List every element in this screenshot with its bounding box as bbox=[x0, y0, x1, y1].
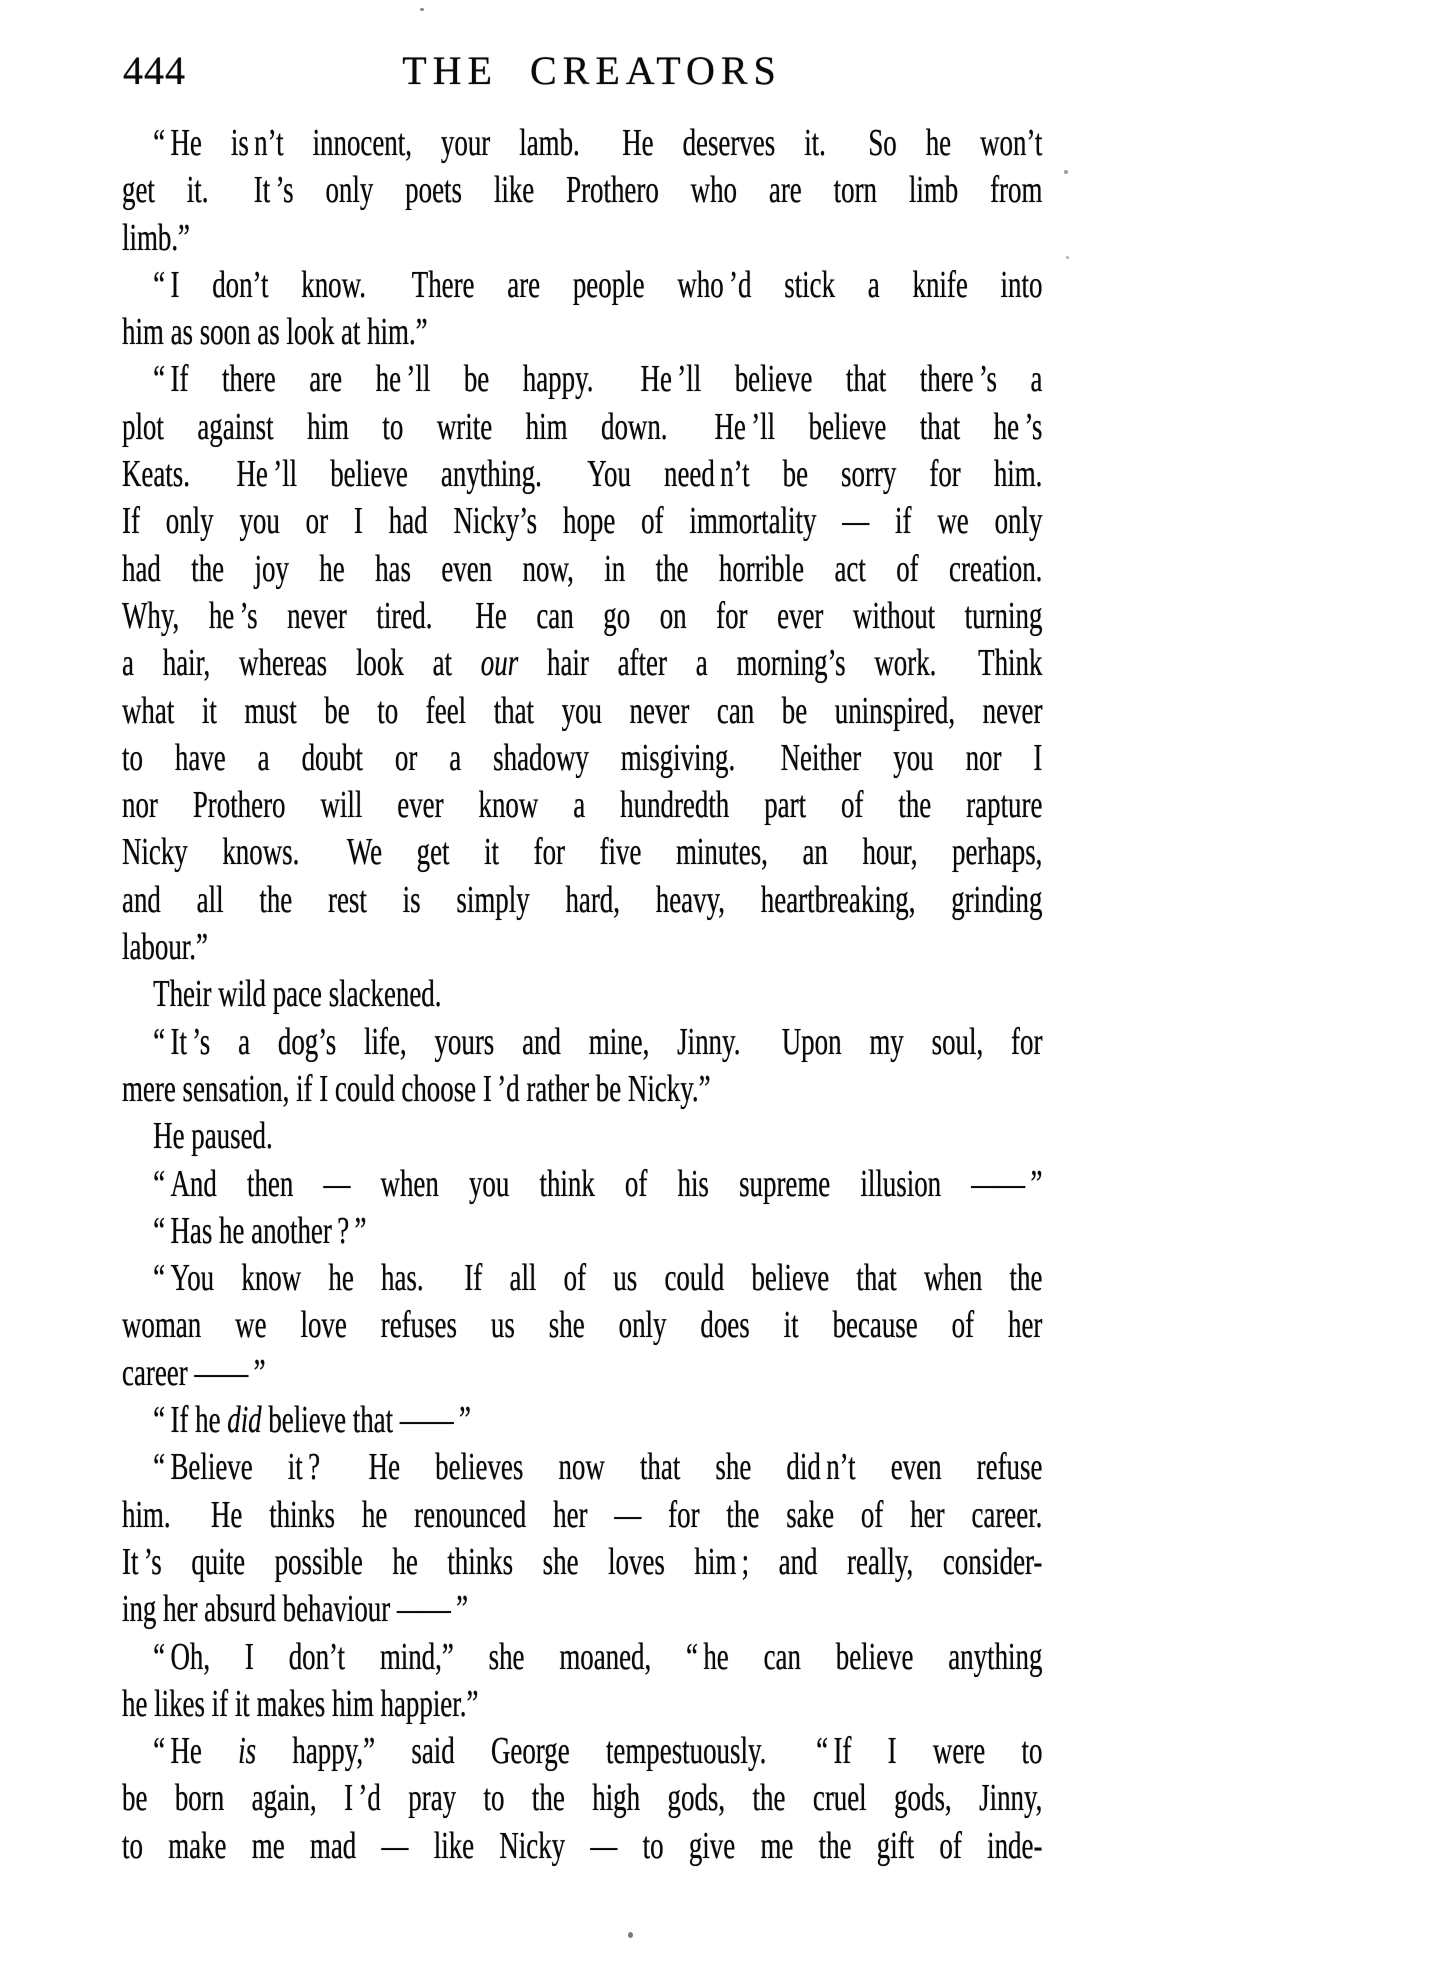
text-line: “ Believe it ? He believes now that she did n’t even refuse bbox=[153, 1446, 1043, 1489]
text-line: “ If there are he ’ll be happy. He ’ll believe that there ’s a bbox=[153, 358, 1043, 401]
text-line: nor Prothero will ever know a hundredth part of the rapture bbox=[122, 784, 1043, 827]
text-line: Nicky knows. We get it for five minutes, an hour, perhaps, bbox=[122, 831, 1043, 874]
text-line: woman we love refuses us she only does it because of her bbox=[122, 1304, 1043, 1347]
text-line: limb.” bbox=[122, 216, 191, 259]
text-line: get it. It ’s only poets like Prothero who are torn limb from bbox=[122, 169, 1043, 212]
text-line: what it must be to feel that you never can be uninspired, never bbox=[122, 689, 1043, 732]
text-line: be born again, I ’d pray to the high gods, the cruel gods, Jinny, bbox=[122, 1777, 1043, 1820]
scan-artifact bbox=[1066, 256, 1069, 259]
text-line: He paused. bbox=[153, 1115, 273, 1158]
page-number: 444 bbox=[123, 48, 186, 93]
text-line: career —— ” bbox=[122, 1351, 266, 1394]
page-title: THE CREATORS bbox=[402, 48, 782, 93]
text-line: “ I don’t know. There are people who ’d stick a knife into bbox=[153, 263, 1043, 306]
text-line: he likes if it makes him happier.” bbox=[122, 1682, 479, 1725]
text-line: Why, he ’s never tired. He can go on for ever without turning bbox=[122, 594, 1043, 637]
text-line: mere sensation, if I could choose I ’d rather be Nicky.” bbox=[122, 1067, 711, 1110]
scan-artifact bbox=[1064, 170, 1068, 174]
text-line: “ If he did believe that —— ” bbox=[153, 1399, 471, 1442]
running-head bbox=[0, 50, 1445, 94]
text-line: a hair, whereas look at our hair after a morning’s work. Think bbox=[122, 642, 1043, 685]
text-line: to make me mad — like Nicky — to give me the gift of inde- bbox=[122, 1824, 1043, 1867]
text-line: ing her absurd behaviour —— ” bbox=[122, 1588, 469, 1631]
text-line: If only you or I had Nicky’s hope of immortality — if we only bbox=[122, 500, 1043, 543]
text-line: “ Oh, I don’t mind,” she moaned, “ he can believe anything bbox=[153, 1635, 1043, 1678]
text-line: plot against him to write him down. He ’ll believe that he ’s bbox=[122, 405, 1043, 448]
scan-artifact bbox=[420, 8, 424, 11]
text-line: “ Has he another ? ” bbox=[153, 1209, 367, 1252]
text-line: Keats. He ’ll believe anything. You need n’t be sorry for him. bbox=[122, 453, 1043, 496]
text-line: “ He is happy,” said George tempestuously. “ If I were to bbox=[153, 1730, 1043, 1773]
text-line: “ It ’s a dog’s life, yours and mine, Jinny. Upon my soul, for bbox=[153, 1020, 1043, 1063]
text-line: labour.” bbox=[122, 926, 208, 969]
text-line: “ And then — when you think of his supreme illusion —— ” bbox=[153, 1162, 1043, 1205]
text-line: It ’s quite possible he thinks she loves him ; and really, consider- bbox=[122, 1540, 1043, 1583]
text-line: Their wild pace slackened. bbox=[153, 973, 442, 1016]
text-line: to have a doubt or a shadowy misgiving. Neither you nor I bbox=[122, 736, 1043, 779]
text-line: “ He is n’t innocent, your lamb. He deserves it. So he won’t bbox=[153, 122, 1043, 164]
text-line: him as soon as look at him.” bbox=[122, 311, 428, 354]
text-line: him. He thinks he renounced her — for the sake of her career. bbox=[122, 1493, 1043, 1536]
text-line: “ You know he has. If all of us could believe that when the bbox=[153, 1257, 1043, 1300]
text-line: had the joy he has even now, in the horrible act of creation. bbox=[122, 547, 1043, 590]
text-line: and all the rest is simply hard, heavy, heartbreaking, grinding bbox=[122, 878, 1043, 921]
page-text bbox=[122, 120, 1042, 1870]
scan-artifact bbox=[628, 1932, 633, 1938]
